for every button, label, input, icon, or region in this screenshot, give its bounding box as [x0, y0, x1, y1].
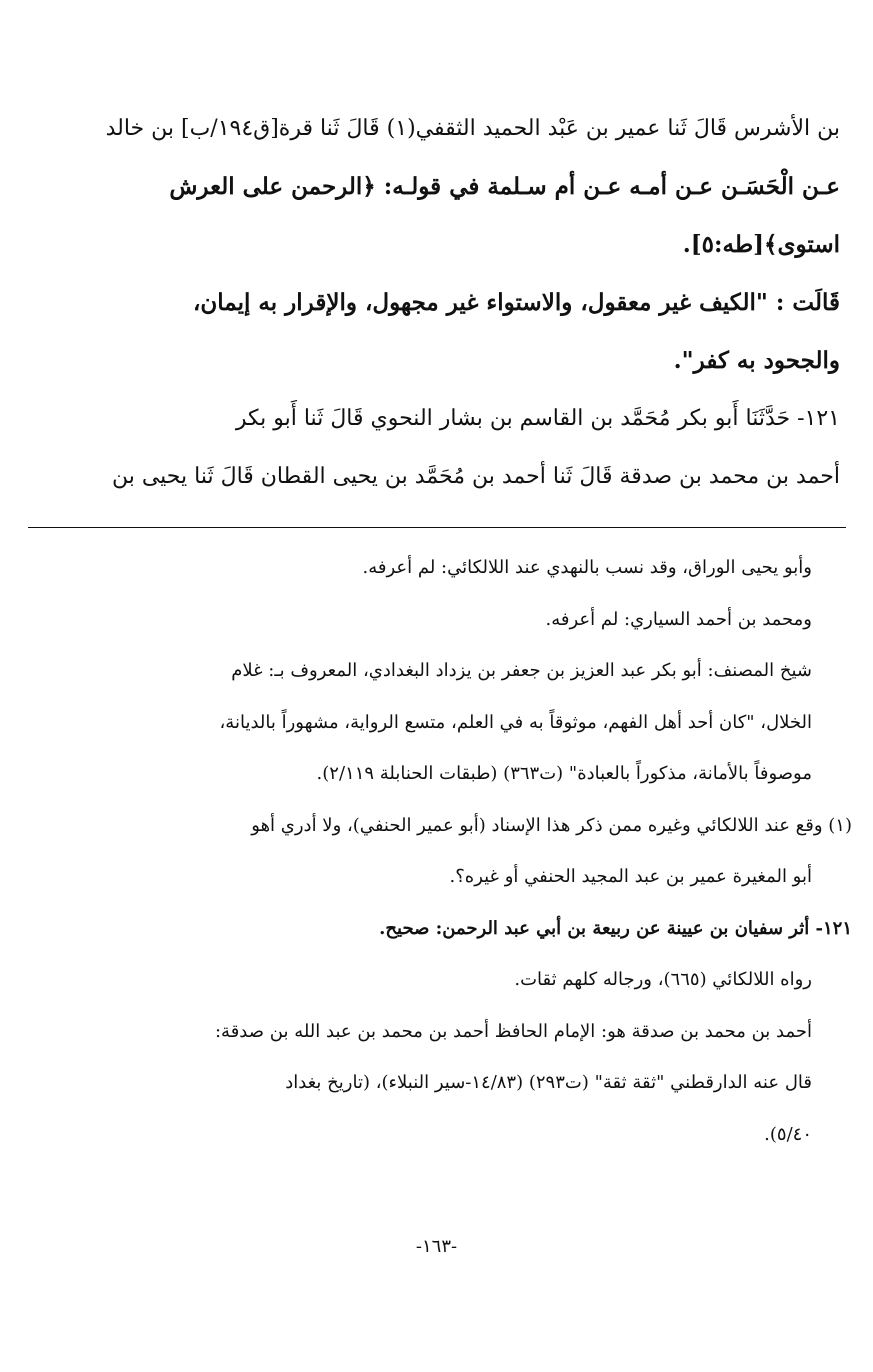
footnote-line: ومحمد بن أحمد السياري: لم أعرفه.: [545, 608, 812, 630]
footnote-line: أبو المغيرة عمير بن عبد المجيد الحنفي أو غيره؟.: [449, 866, 812, 887]
footnote-line: موصوفاً بالأمانة، مذكوراً بالعبادة" (ت٣٦٣) (طبقات الحنابلة ٢/١١٩).: [316, 763, 812, 784]
main-text-line: والجحود به كفر".: [673, 347, 840, 374]
footnote-line: ٥/٤٠).: [764, 1123, 812, 1145]
footnotes-block: [80, 542, 852, 1160]
main-text-line: قَالَت : "الكيف غير معقول، والاستواء غير مجهول، والإقرار به إيمان،: [192, 289, 840, 316]
main-text-line: بن الأشرس قَالَ ثَنا عمير بن عَبْد الحميد الثقفي(١) قَالَ ثَنا قرة[ق١٩٤/ب] بن خالد: [105, 116, 840, 141]
footnote-line: (١) وقع عند اللالكائي وغيره ممن ذكر هذا الإسناد (أبو عمير الحنفي)، ولا أدري أهو: [251, 814, 852, 836]
footnote-line: وأبو يحيى الوراق، وقد نسب بالنهدي عند اللالكائي: لم أعرفه.: [362, 557, 812, 578]
main-text-block: [40, 100, 840, 506]
footnote-line: رواه اللالكائي (٦٦٥)، ورجاله كلهم ثقات.: [514, 969, 812, 990]
footnote-line: أحمد بن محمد بن صدقة هو: الإمام الحافظ أحمد بن محمد بن عبد الله بن صدقة:: [214, 1020, 812, 1042]
footnote-line: الخلال، "كان أحد أهل الفهم، موثوقاً به في العلم، متسع الرواية، مشهوراً بالديانة،: [219, 711, 812, 733]
main-text-line: عـن الْحَسَـن عـن أمـه عـن أم سـلمة في قولـه: ﴿الرحمن على العرش: [169, 173, 840, 200]
footnote-line: شيخ المصنف: أبو بكر عبد العزيز بن جعفر بن يزداد البغدادي، المعروف بـ: غلام: [231, 660, 812, 681]
footnote-line: قال عنه الدارقطني "ثقة ثقة" (ت٢٩٣) (١٤/٨٣-سير النبلاء)، (تاريخ بغداد: [285, 1072, 812, 1093]
footnote-line: ١٢١- أثر سفيان بن عيينة عن ربيعة بن أبي عبد الرحمن: صحيح.: [379, 917, 852, 939]
main-text-line: ١٢١- حَدَّثَنَا أَبو بكر مُحَمَّد بن القاسم بن بشار النحوي قَالَ ثَنا أَبو بكر: [235, 406, 840, 431]
page-number: -١٦٣-: [415, 1236, 458, 1257]
footnote-divider: [28, 527, 846, 528]
main-text-line: أحمد بن محمد بن صدقة قَالَ ثَنا أحمد بن مُحَمَّد بن يحيى القطان قَالَ ثَنا يحيى بن: [111, 464, 840, 489]
main-text-line: استوى﴾[طه:٥].: [682, 231, 840, 258]
